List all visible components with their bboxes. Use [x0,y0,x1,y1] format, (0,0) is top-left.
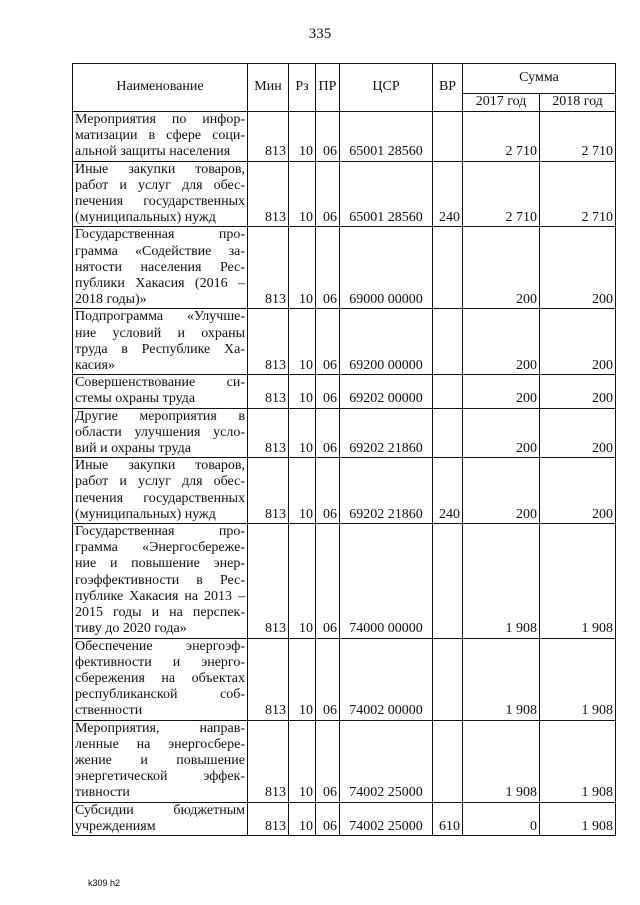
row-min: 813 [248,309,289,375]
row-name-line: Иные закупки товаров, [75,458,245,474]
row-amount-2018: 200 [540,458,616,524]
row-name-line: области улучшения усло- [75,424,245,440]
header-sum: Сумма [463,64,616,94]
row-rz: 10 [289,375,316,408]
page-number: 335 [308,26,332,42]
table-row [73,458,616,524]
row-rz: 10 [289,458,316,524]
row-csr: 69202 00000 [340,375,433,408]
table-row [73,638,616,720]
row-rz: 10 [289,802,316,835]
table-body [73,112,616,836]
row-vr [433,227,463,309]
header-csr: ЦСР [340,64,433,112]
table-row [73,802,616,835]
row-name-line: тиву до 2020 года» [75,621,187,637]
row-name [73,720,248,802]
row-name-line: альной защиты населения [75,144,231,160]
row-name-line: энергетической эффек- [75,769,245,785]
row-amount-2017: 0 [463,802,540,835]
row-pr: 06 [316,161,340,227]
row-amount-2017: 200 [463,375,540,408]
row-amount-2018: 200 [540,309,616,375]
row-name-line: гоэффективности в Рес- [75,572,245,588]
row-csr: 74002 25000 [340,802,433,835]
header-year-2018: 2018 год [540,94,616,112]
row-amount-2017: 1 908 [463,638,540,720]
row-min: 813 [248,112,289,162]
row-name [73,458,248,524]
row-name-line: печения государственных [75,194,245,210]
row-name [73,638,248,720]
row-name-line: касия» [75,358,115,374]
row-name [73,161,248,227]
row-vr [433,720,463,802]
row-name-line: стемы охраны труда [75,391,196,407]
table-row [73,720,616,802]
row-pr: 06 [316,524,340,638]
row-name-line: публики Хакасия (2016 – [75,276,245,292]
row-amount-2017: 200 [463,309,540,375]
row-pr: 06 [316,375,340,408]
row-rz: 10 [289,408,316,458]
row-vr: 610 [433,802,463,835]
row-vr [433,638,463,720]
row-vr [433,524,463,638]
row-name-line: Государственная про- [75,227,245,243]
row-min: 813 [248,458,289,524]
budget-table [72,63,616,836]
row-name-line: грамма «Содействие за- [75,243,245,259]
row-name-line: ственности [75,703,143,719]
row-amount-2017: 2 710 [463,112,540,162]
table-row [73,309,616,375]
row-pr: 06 [316,227,340,309]
row-pr: 06 [316,802,340,835]
table-row [73,524,616,638]
table-row [73,375,616,408]
row-pr: 06 [316,309,340,375]
row-name-line: работ и услуг для обес- [75,177,245,193]
row-name-line: Другие мероприятия в [75,408,245,424]
row-name-line: республиканской соб- [75,687,245,703]
row-csr: 69000 00000 [340,227,433,309]
row-amount-2017: 200 [463,458,540,524]
header-pr: ПР [316,64,340,112]
row-name-line: публике Хакасия на 2013 – [75,588,245,604]
row-csr: 69202 21860 [340,458,433,524]
row-name-line: Государственная про- [75,524,245,540]
row-amount-2017: 200 [463,408,540,458]
row-name-line: 2015 годы и на перспек- [75,605,245,621]
row-min: 813 [248,161,289,227]
row-name-line: (муниципальных) нужд [75,506,216,522]
header-rz: Рз [289,64,316,112]
row-name-line: Иные закупки товаров, [75,161,245,177]
row-amount-2018: 1 908 [540,524,616,638]
row-rz: 10 [289,227,316,309]
row-amount-2017: 1 908 [463,720,540,802]
row-name [73,227,248,309]
row-csr: 74002 25000 [340,720,433,802]
row-name-line: ние и повышение энер- [75,556,245,572]
row-name-line: сбережения на объектах [75,670,245,686]
row-rz: 10 [289,112,316,162]
row-csr: 74000 00000 [340,524,433,638]
row-name-line: Подпрограмма «Улучше- [75,309,245,325]
row-name-line: тивности [75,785,130,801]
row-min: 813 [248,720,289,802]
row-name-line: грамма «Энергосбереже- [75,540,245,556]
table-row [73,227,616,309]
row-min: 813 [248,375,289,408]
row-name-line: жение и повышение [75,752,245,768]
row-csr: 74002 00000 [340,638,433,720]
row-name [73,309,248,375]
row-csr: 69200 00000 [340,309,433,375]
row-csr: 65001 28560 [340,161,433,227]
table-row [73,161,616,227]
row-min: 813 [248,227,289,309]
header-name: Наименование [73,64,248,112]
row-name-line: Субсидии бюджетным [75,802,245,818]
row-name [73,524,248,638]
row-vr [433,408,463,458]
table-row [73,408,616,458]
header-min: Мин [248,64,289,112]
table-row [73,112,616,162]
row-pr: 06 [316,408,340,458]
row-name-line: матизации в сфере соци- [75,128,245,144]
row-rz: 10 [289,524,316,638]
row-pr: 06 [316,112,340,162]
row-name-line: Мероприятия по инфор- [75,112,245,127]
row-vr [433,112,463,162]
row-rz: 10 [289,638,316,720]
row-name [73,802,248,835]
row-vr: 240 [433,161,463,227]
row-amount-2018: 200 [540,408,616,458]
row-min: 813 [248,802,289,835]
row-name-line: Обеспечение энергоэф- [75,638,245,654]
row-name-line: вий и охраны труда [75,441,191,457]
row-name-line: нятости населения Рес- [75,259,245,275]
footer-code: k309 h2 [88,878,121,888]
row-amount-2017: 2 710 [463,161,540,227]
row-amount-2018: 2 710 [540,112,616,162]
row-vr [433,375,463,408]
row-name-line: ленные на энергосбере- [75,736,245,752]
row-amount-2017: 1 908 [463,524,540,638]
row-name-line: (муниципальных) нужд [75,210,216,226]
row-name-line: Мероприятия, направ- [75,720,245,736]
row-name-line: труда в Республике Ха- [75,341,245,357]
row-csr: 65001 28560 [340,112,433,162]
row-min: 813 [248,408,289,458]
row-name-line: ние условий и охраны [75,325,245,341]
row-name [73,112,248,162]
header-year-2017: 2017 год [463,94,540,112]
row-name-line: печения государственных [75,490,245,506]
row-name-line: учреждениям [75,818,156,834]
row-min: 813 [248,524,289,638]
row-amount-2018: 2 710 [540,161,616,227]
row-min: 813 [248,638,289,720]
row-name-line: 2018 годы)» [75,292,147,308]
row-pr: 06 [316,638,340,720]
row-amount-2018: 200 [540,375,616,408]
row-rz: 10 [289,309,316,375]
row-name-line: фективности и энерго- [75,654,245,670]
header-vr: ВР [433,64,463,112]
row-amount-2018: 1 908 [540,638,616,720]
row-name [73,375,248,408]
row-amount-2017: 200 [463,227,540,309]
row-rz: 10 [289,161,316,227]
row-rz: 10 [289,720,316,802]
row-pr: 06 [316,720,340,802]
row-name-line: Совершенствование си- [75,375,245,391]
row-pr: 06 [316,458,340,524]
row-name [73,408,248,458]
row-vr [433,309,463,375]
row-csr: 69202 21860 [340,408,433,458]
row-vr: 240 [433,458,463,524]
row-amount-2018: 200 [540,227,616,309]
row-name-line: работ и услуг для обес- [75,474,245,490]
row-amount-2018: 1 908 [540,802,616,835]
row-amount-2018: 1 908 [540,720,616,802]
